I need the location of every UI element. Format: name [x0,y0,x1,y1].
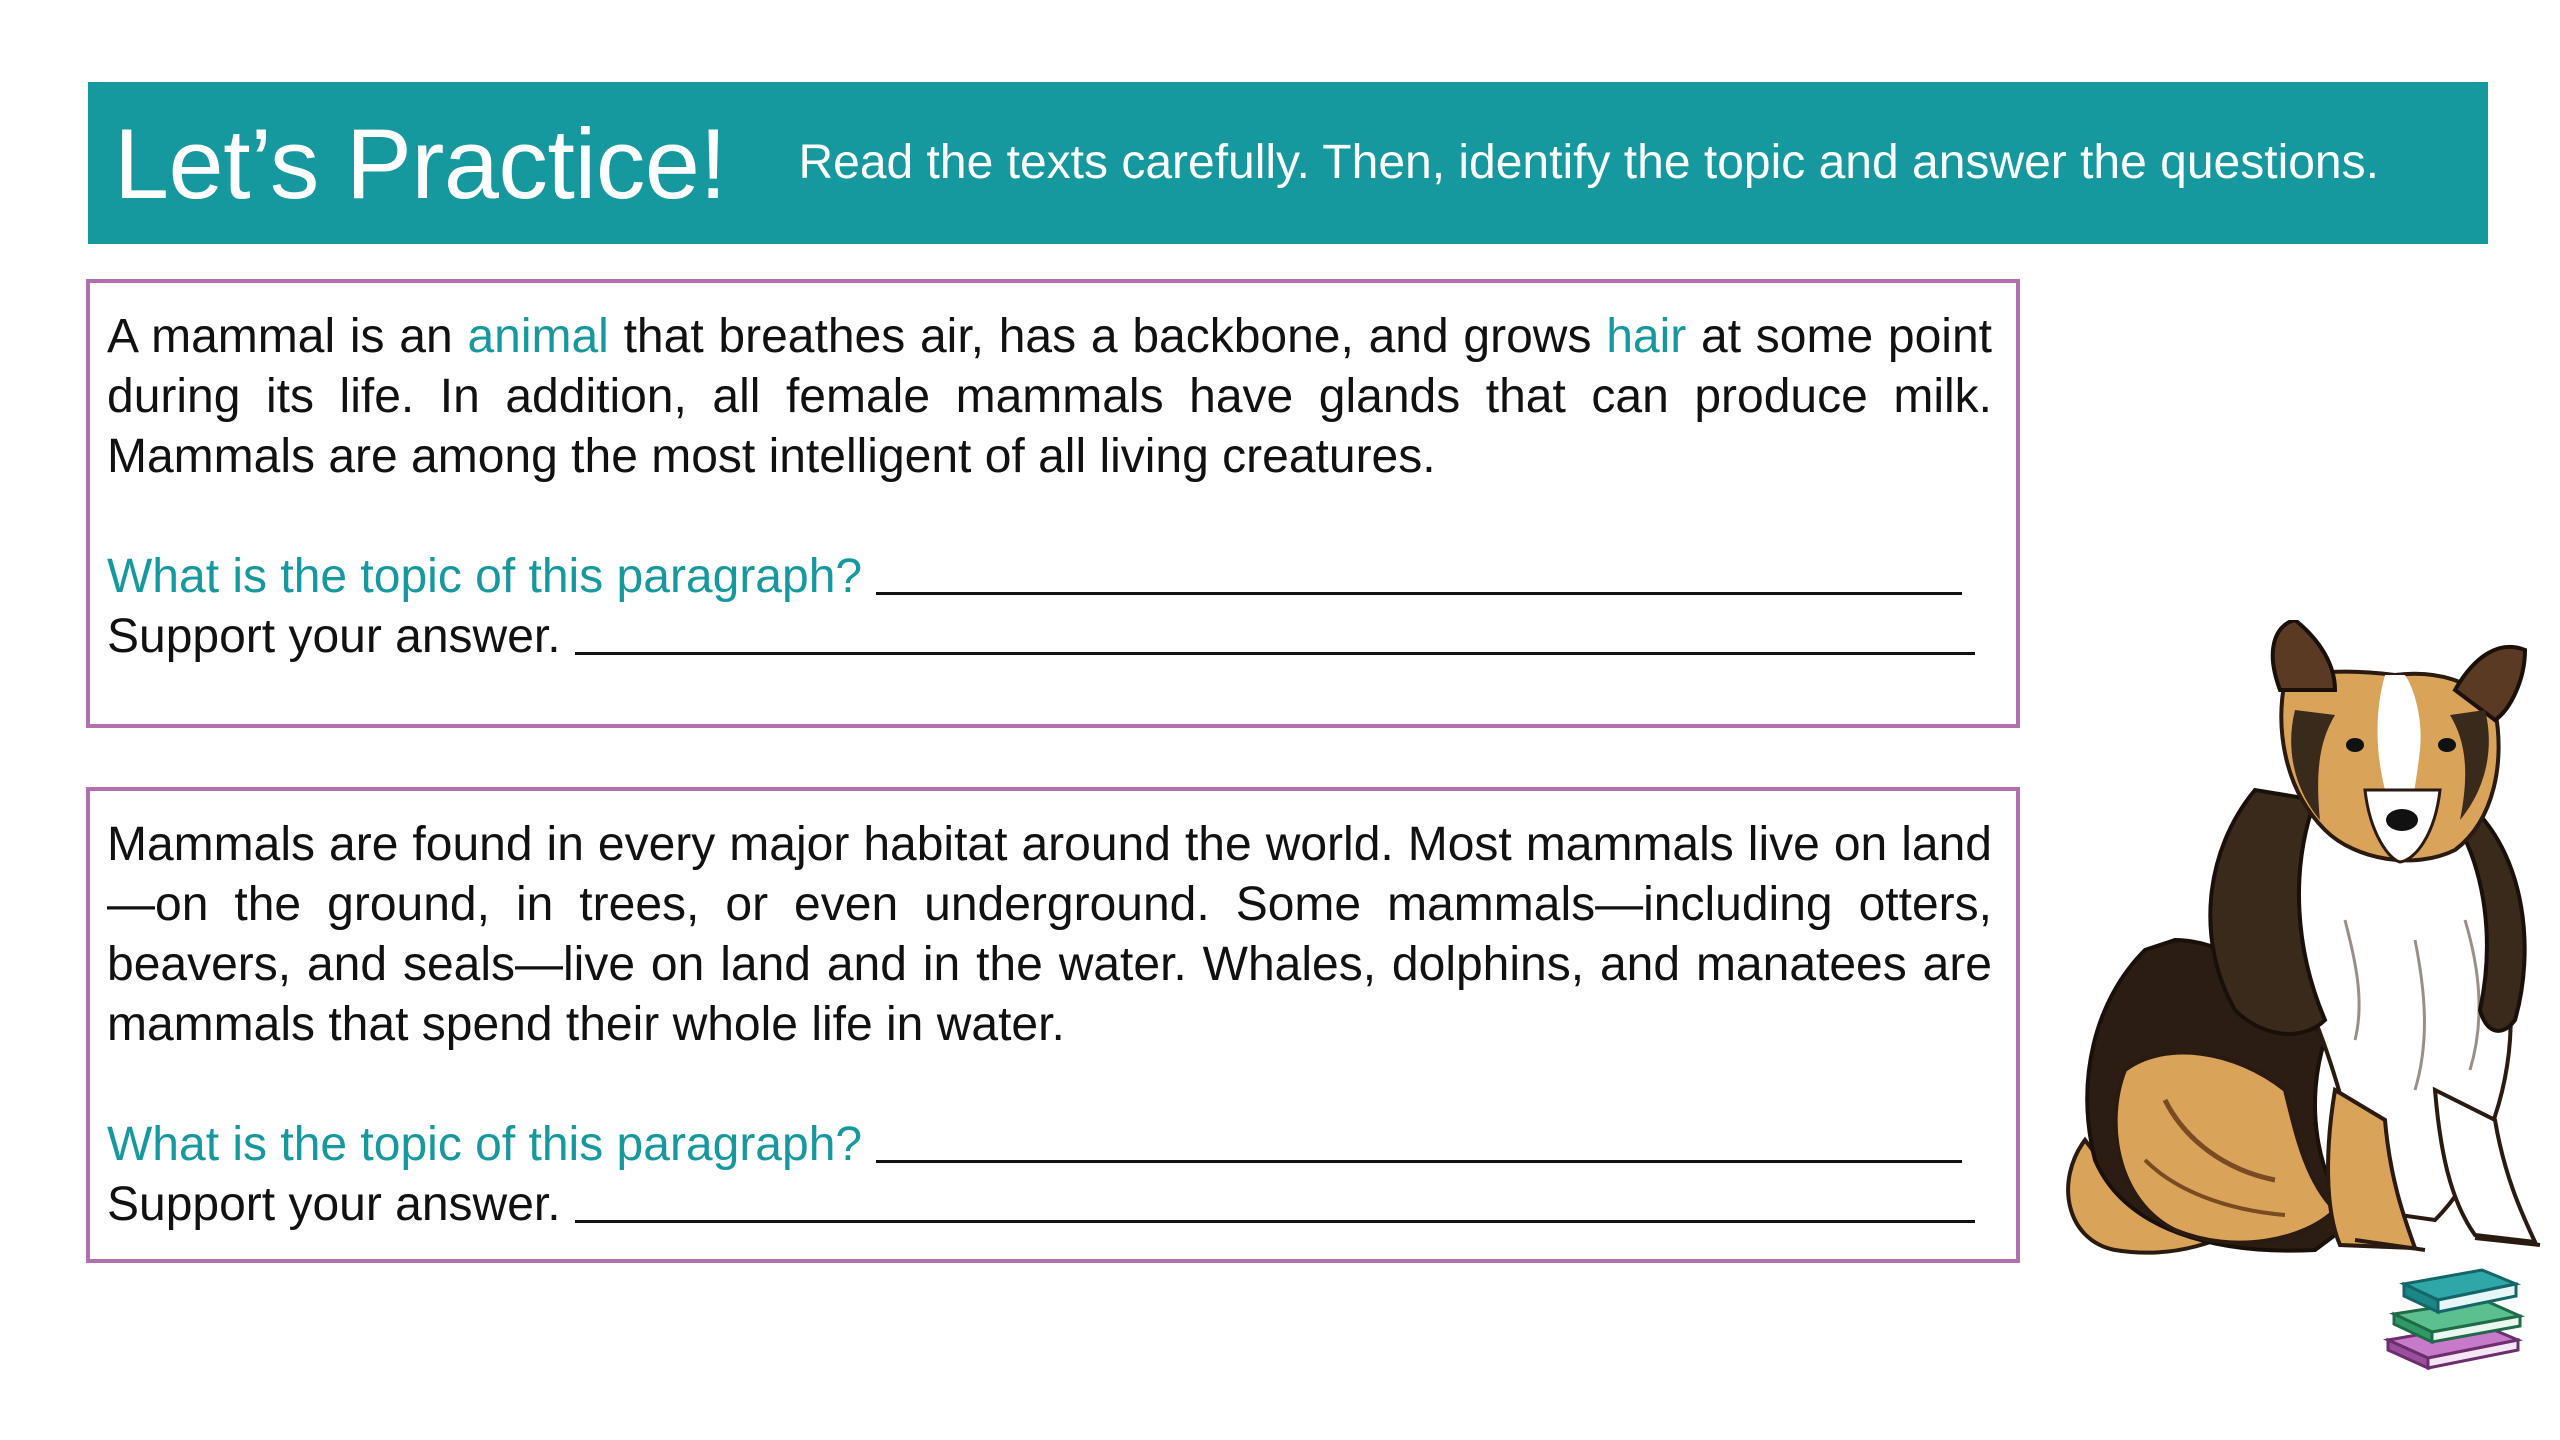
passage-text [107,815,1992,1055]
support-answer-label: Support your answer. [107,610,561,663]
support-answer-blank[interactable] [575,1220,1975,1223]
header-banner [88,82,2488,244]
topic-question-label: What is the topic of this paragraph? [107,1118,863,1171]
question-block [107,1115,1992,1235]
instructions-text: Read the texts carefully. Then, identify the topic and answer the questions. [798,136,2379,189]
reading-card-2 [86,787,2020,1263]
topic-question-line [107,547,1992,607]
highlighted-term: animal [467,310,609,363]
passage-segment: Mammals are found in every major habitat around the world. Most mammals live on land—on the ground, in trees, or even underground. Some mammals—including otters, beavers, and seals—live on land and in the water. Whales, dolphins, and manatees are mammals that spend their whole life in water. [107,818,1992,1051]
passage-segment: A mammal is an [107,310,468,363]
passage-segment: at some point during its life. In addition, all female mammals have glands that can produce milk. Mammals are among the most intelligent of all living creatures. [107,310,1992,483]
support-answer-line [107,1175,1992,1235]
support-answer-blank[interactable] [575,652,1975,655]
page-title: Let’s Practice! [114,107,727,219]
support-answer-label: Support your answer. [107,1178,561,1231]
support-answer-line [107,607,1992,667]
highlighted-term: hair [1606,310,1687,363]
topic-question-line [107,1115,1992,1175]
book-stack-icon [2380,1262,2525,1372]
passage-segment: that breathes air, has a backbone, and grows [608,310,1607,363]
dog-illustration [2055,620,2545,1260]
topic-answer-blank[interactable] [876,592,1962,595]
passage-text [107,307,1992,487]
topic-answer-blank[interactable] [876,1160,1962,1163]
reading-card-1 [86,279,2020,728]
question-block [107,547,1992,667]
topic-question-label: What is the topic of this paragraph? [107,550,863,603]
